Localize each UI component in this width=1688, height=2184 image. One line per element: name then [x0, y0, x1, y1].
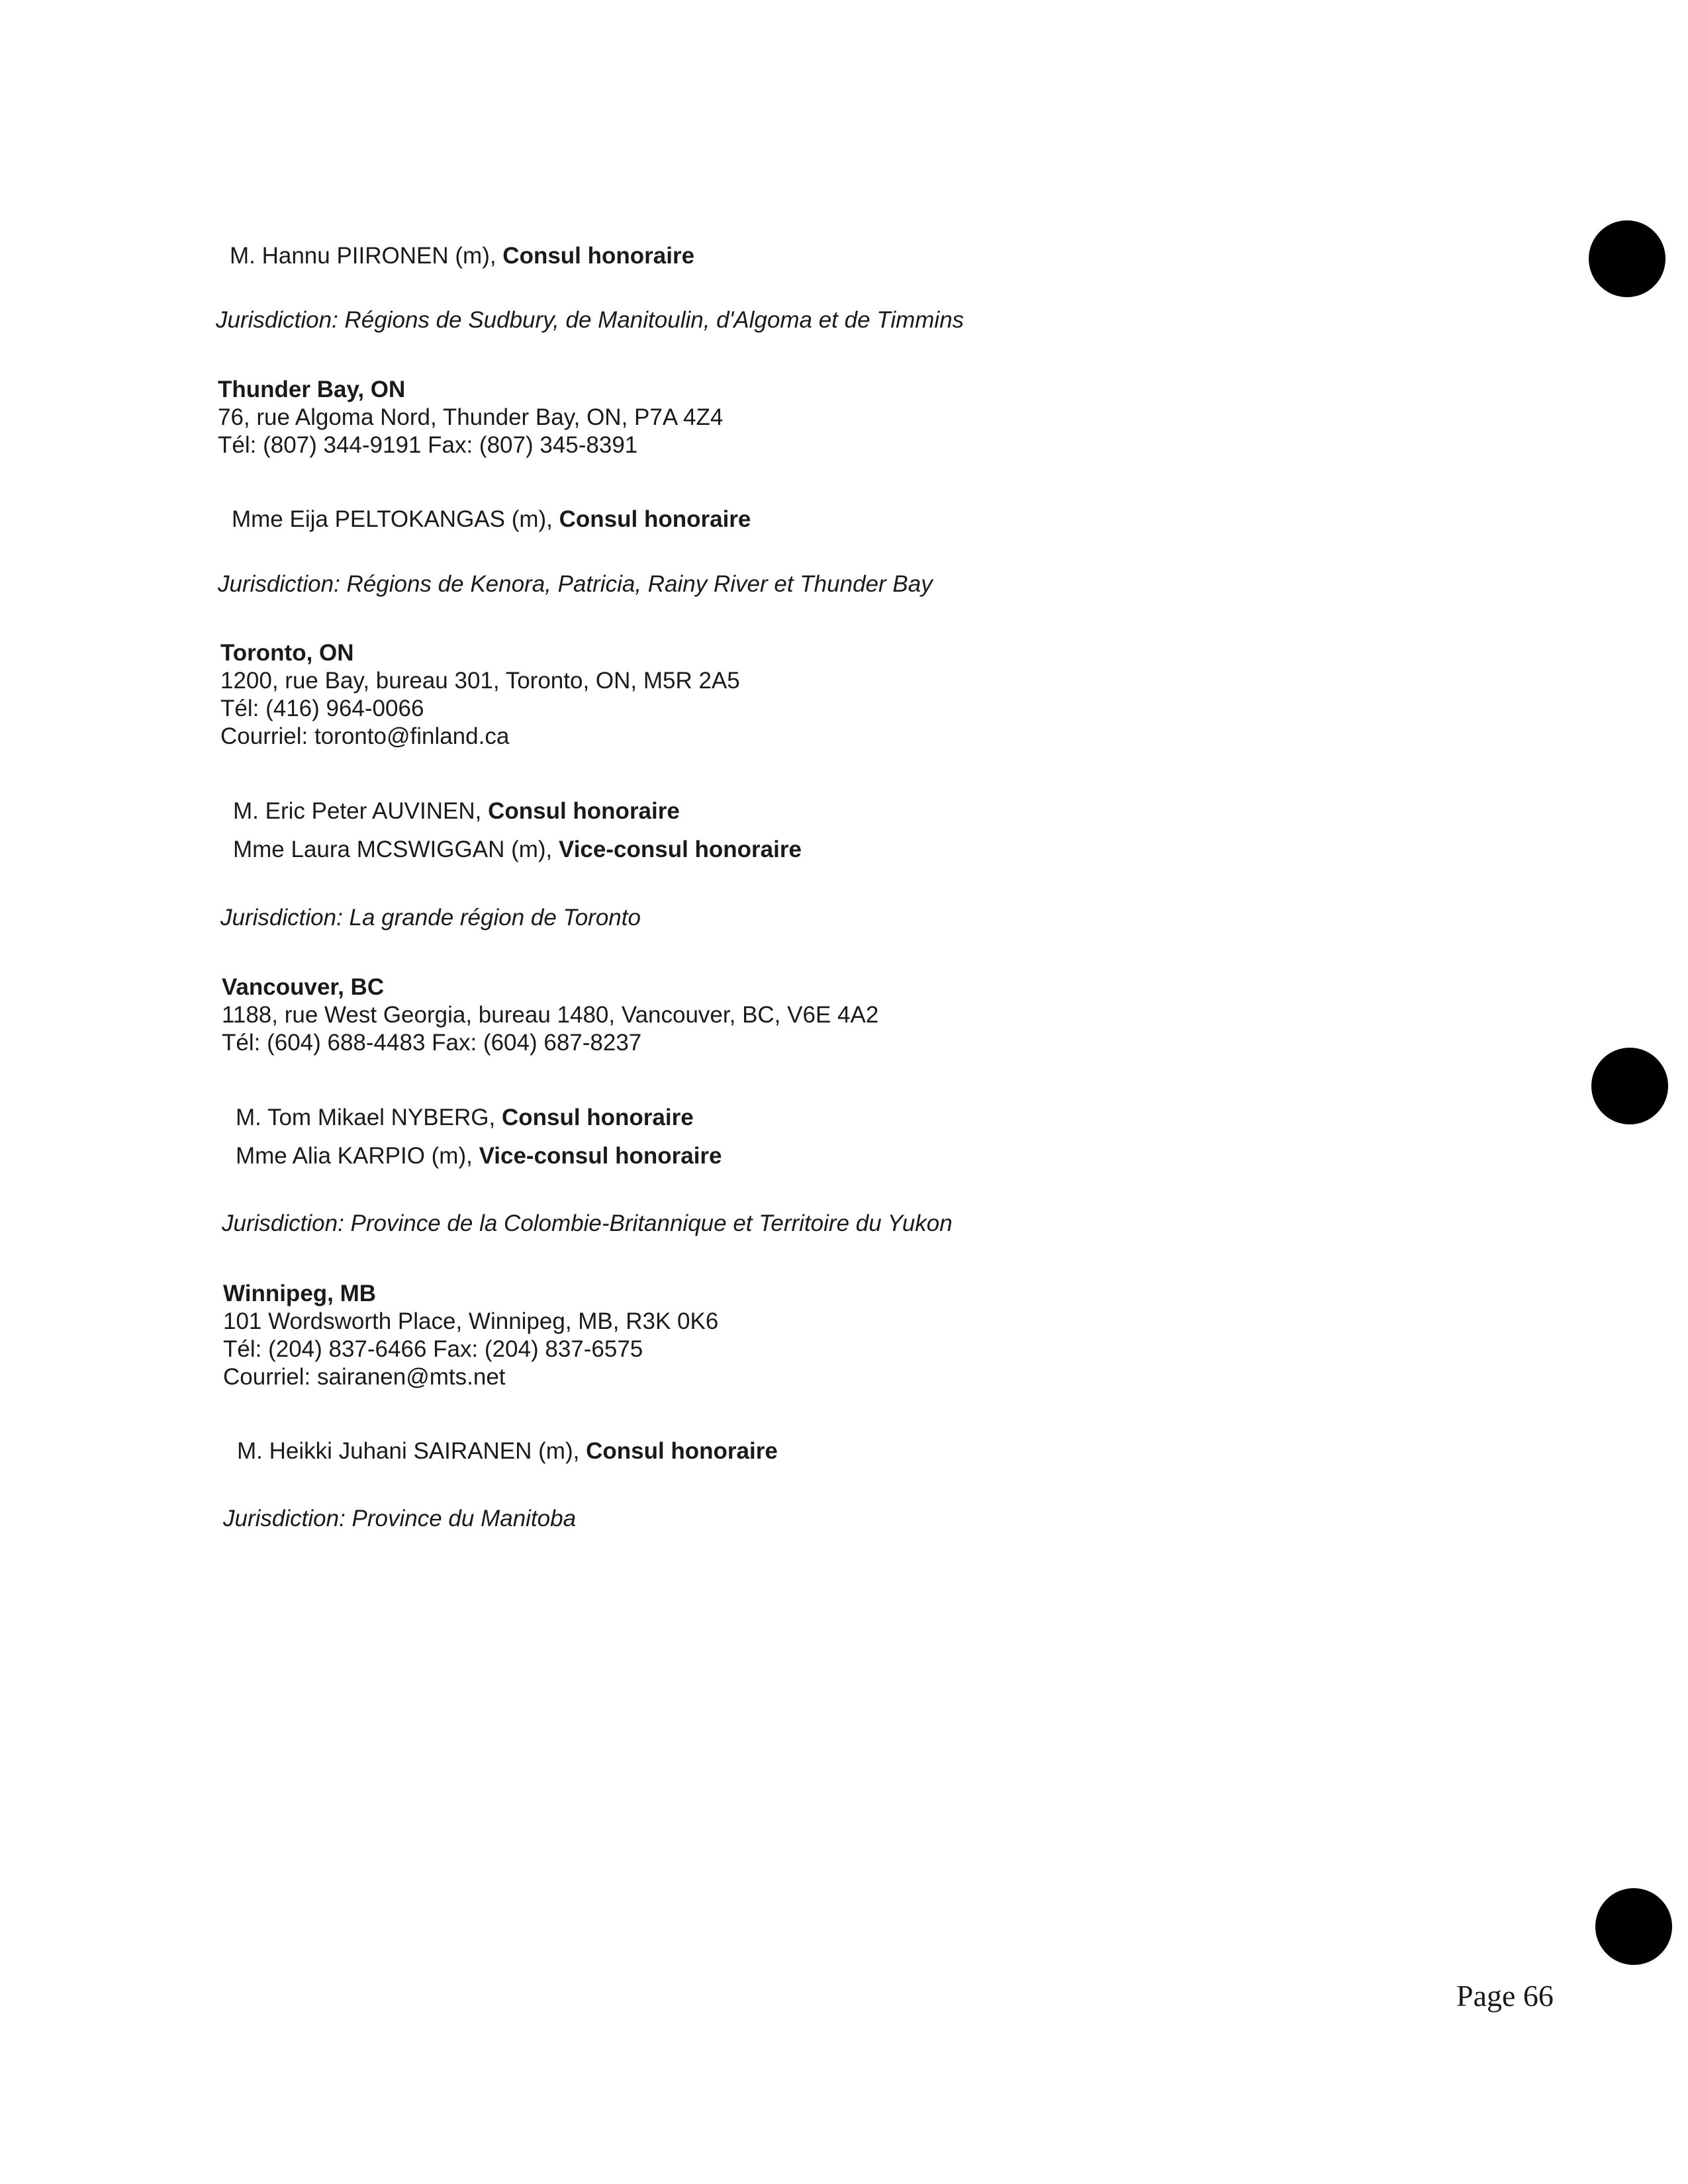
city-heading: Toronto, ON — [220, 640, 354, 666]
jurisdiction-label: Jurisdiction: — [220, 905, 343, 931]
consul-name: M. Eric Peter AUVINEN, — [233, 798, 489, 824]
consul-title: Consul honoraire — [501, 1105, 694, 1130]
consul-title: Vice-consul honoraire — [479, 1143, 722, 1169]
jurisdiction-line — [218, 570, 933, 598]
phone-line: Tél: (807) 344-9191 Fax: (807) 345-8391 — [218, 432, 638, 458]
address-line: 76, rue Algoma Nord, Thunder Bay, ON, P7A 4Z4 — [218, 404, 724, 430]
consul-name: Mme Eija PELTOKANGAS (m), — [232, 506, 559, 532]
jurisdiction-text: La grande région de Toronto — [342, 905, 641, 931]
jurisdiction-line — [223, 1505, 576, 1533]
city-heading: Vancouver, BC — [222, 974, 385, 1000]
email-line: Courriel: sairanen@mts.net — [223, 1364, 506, 1390]
consul-name: M. Hannu PIIRONEN (m), — [230, 243, 503, 269]
city-heading: Winnipeg, MB — [223, 1281, 377, 1306]
consul-title: Consul honoraire — [586, 1438, 778, 1464]
consul-title: Consul honoraire — [559, 506, 751, 532]
consul-title: Consul honoraire — [502, 243, 695, 269]
jurisdiction-text: Province du Manitoba — [345, 1506, 577, 1531]
consul-name: Mme Laura MCSWIGGAN (m), — [233, 837, 559, 862]
punch-hole-middle — [1591, 1048, 1668, 1124]
jurisdiction-text: Province de la Colombie-Britannique et Territoire du Yukon — [344, 1210, 953, 1236]
jurisdiction-label: Jurisdiction: — [216, 307, 338, 333]
consul-line — [233, 797, 680, 825]
consul-title: Consul honoraire — [488, 798, 680, 824]
consul-line — [236, 1142, 722, 1170]
phone-line: Tél: (604) 688-4483 Fax: (604) 687-8237 — [222, 1030, 642, 1056]
email-line: Courriel: toronto@finland.ca — [220, 723, 510, 749]
jurisdiction-line — [222, 1210, 953, 1238]
punch-hole-top — [1589, 220, 1665, 297]
consul-line — [237, 1437, 778, 1465]
consul-name: Mme Alia KARPIO (m), — [236, 1143, 479, 1169]
jurisdiction-text: Régions de Sudbury, de Manitoulin, d'Algoma et de Timmins — [338, 307, 964, 333]
consul-line — [232, 506, 751, 533]
phone-line: Tél: (204) 837-6466 Fax: (204) 837-6575 — [223, 1336, 643, 1362]
consul-line — [233, 836, 802, 864]
consul-title: Vice-consul honoraire — [558, 837, 802, 862]
phone-line: Tél: (416) 964-0066 — [220, 696, 424, 721]
jurisdiction-line — [216, 306, 964, 334]
address-line: 1200, rue Bay, bureau 301, Toronto, ON, M5R 2A5 — [220, 668, 740, 694]
page-number: Page 66 — [1456, 1979, 1554, 2013]
jurisdiction-label: Jurisdiction: — [222, 1210, 344, 1236]
consul-line — [230, 242, 694, 270]
jurisdiction-line — [220, 904, 641, 932]
consul-name: M. Heikki Juhani SAIRANEN (m), — [237, 1438, 586, 1464]
consul-line — [236, 1104, 694, 1132]
punch-hole-bottom — [1595, 1888, 1672, 1965]
city-heading: Thunder Bay, ON — [218, 377, 406, 402]
jurisdiction-label: Jurisdiction: — [223, 1506, 346, 1531]
address-line: 1188, rue West Georgia, bureau 1480, Vancouver, BC, V6E 4A2 — [222, 1002, 879, 1028]
jurisdiction-text: Régions de Kenora, Patricia, Rainy River et Thunder Bay — [340, 571, 933, 597]
consul-name: M. Tom Mikael NYBERG, — [236, 1105, 502, 1130]
jurisdiction-label: Jurisdiction: — [218, 571, 340, 597]
address-line: 101 Wordsworth Place, Winnipeg, MB, R3K 0K6 — [223, 1308, 719, 1334]
